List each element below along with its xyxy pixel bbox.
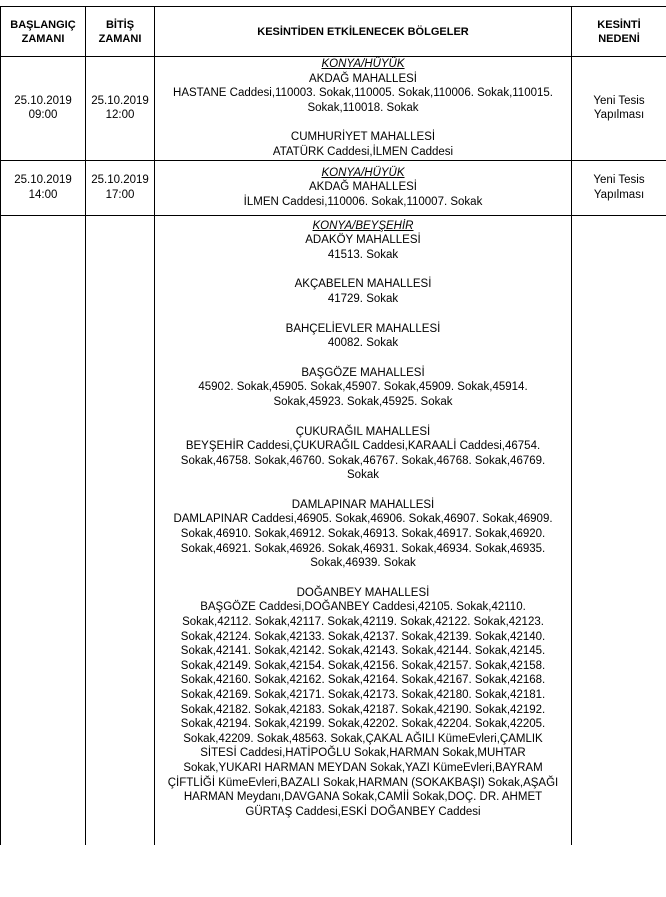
neighborhood-name: DOĞANBEY MAHALLESİ: [296, 586, 430, 599]
location-title: KONYA/BEYŞEHİR: [312, 219, 414, 232]
neighborhood-name: ÇUKURAĞIL MAHALLESİ: [295, 425, 431, 438]
location-title: KONYA/HÜYÜK: [321, 166, 405, 179]
header-regions: KESİNTİDEN ETKİLENECEK BÖLGELER: [155, 7, 572, 57]
neighborhood-name: DAMLAPINAR MAHALLESİ: [291, 498, 435, 511]
neighborhood-name: AKÇABELEN MAHALLESİ: [294, 278, 432, 291]
neighborhood-name: BAHÇELİEVLER MAHALLESİ: [285, 322, 441, 335]
header-row: [0, 7, 666, 57]
end-datetime: 25.10.2019 17:00: [86, 160, 155, 215]
header-reason: KESİNTİ NEDENİ: [572, 7, 666, 57]
start-datetime: [1, 215, 86, 845]
neighborhood-name: BAŞGÖZE MAHALLESİ: [301, 366, 425, 379]
neighborhood-name: AKDAĞ MAHALLESİ: [308, 72, 417, 85]
outage-reason: Yeni Tesis Yapılması: [572, 160, 666, 215]
outage-reason: [572, 215, 666, 845]
affected-regions: KONYA/HÜYÜK AKDAĞ MAHALLESİ HASTANE Caddesi,110003. Sokak,110005. Sokak,110006. Sokak,110015. Sokak,110018. Sokak CUMHURİYET MAHALLESİ ATATÜRK Caddesi,İLMEN Caddesi: [155, 57, 572, 161]
neighborhood-name: CUMHURİYET MAHALLESİ: [290, 131, 436, 144]
end-datetime: [86, 215, 155, 845]
start-datetime: 25.10.2019 09:00: [1, 57, 86, 161]
neighborhood-name: ADAKÖY MAHALLESİ: [305, 234, 421, 247]
outage-table: [0, 6, 666, 845]
outage-reason: Yeni Tesis Yapılması: [572, 57, 666, 161]
neighborhood-name: AKDAĞ MAHALLESİ: [308, 181, 417, 194]
location-title: KONYA/HÜYÜK: [321, 58, 405, 70]
affected-regions: KONYA/HÜYÜK AKDAĞ MAHALLESİ İLMEN Caddesi,110006. Sokak,110007. Sokak: [155, 160, 572, 215]
table-row: [0, 160, 666, 215]
affected-regions: KONYA/BEYŞEHİR ADAKÖY MAHALLESİ 41513. Sokak AKÇABELEN MAHALLESİ 41729. Sokak BAHÇELİEVLER MAHALLESİ 40082. Sokak BAŞGÖZE MAHALLESİ 45902. Sokak,45905. Sokak,45907. Sokak,45909. Sokak,45914. Sokak,45923. Sokak,45925. Sokak ÇUKURAĞIL MAHALLESİ BEYŞEHİR Caddesi,ÇUKURAĞIL Caddesi,KARAALİ Caddesi,46754. Sokak,46758. Sokak,46760. Sokak,46767. Sokak,46768. Sokak,46769. Sokak DAMLAPINAR MAHALLESİ DAMLAPINAR Caddesi,46905. Sokak,46906. Sokak,46907. Sokak,46909. Sokak,46910. Sokak,46912. Sokak,46913. Sokak,46917. Sokak,46920. Sokak,46921. Sokak,46926. Sokak,46931. Sokak,46934. Sokak,46935. Sokak,46939. Sokak DOĞANBEY MAHALLESİ BAŞGÖZE Caddesi,DOĞANBEY Caddesi,42105. Sokak,42110. Sokak,42112. Sokak,42117. Sokak,42119. Sokak,42122. Sokak,42123. Sokak,42124. Sokak,42133. Sokak,42137. Sokak,42139. Sokak,42140. Sokak,42141. Sokak,42142. Sokak,42143. Sokak,42144. Sokak,42145. Sokak,42149. Sokak,42154. Sokak,42156. Sokak,42157. Sokak,42158. Sokak,42160. Sokak,42162. Sokak,42164. Sokak,42167. Sokak,42168. Sokak,42169. Sokak,42171. Sokak,42173. Sokak,42180. Sokak,42181. Sokak,42182. Sokak,42183. Sokak,42187. Sokak,42190. Sokak,42192. Sokak,42194. Sokak,42199. Sokak,42202. Sokak,42204. Sokak,42205. Sokak,42209. Sokak,48563. Sokak,ÇAKAL AĞILI KümeEvleri,ÇAMLIK SİTESİ Caddesi,HATİPOĞLU Sokak,HARMAN Sokak,MUHTAR Sokak,YUKARI HARMAN MEYDAN Sokak,YAZI KümeEvleri,BAYRAM ÇİFTLİĞİ KümeEvleri,BAZALI Sokak,HARMAN (SOKAKBAŞI) Sokak,AŞAĞI HARMAN Meydanı,DAVGANA Sokak,CAMİİ Sokak,DOÇ. DR. AHMET GÜRTAŞ Caddesi,ESKİ DOĞANBEY Caddesi: [155, 215, 572, 845]
table-row: [0, 57, 666, 161]
end-datetime: 25.10.2019 12:00: [86, 57, 155, 161]
table-row: [0, 215, 666, 845]
start-datetime: 25.10.2019 14:00: [1, 160, 86, 215]
header-end-time: BİTİŞ ZAMANI: [86, 7, 155, 57]
header-start-time: BAŞLANGIÇ ZAMANI: [1, 7, 86, 57]
